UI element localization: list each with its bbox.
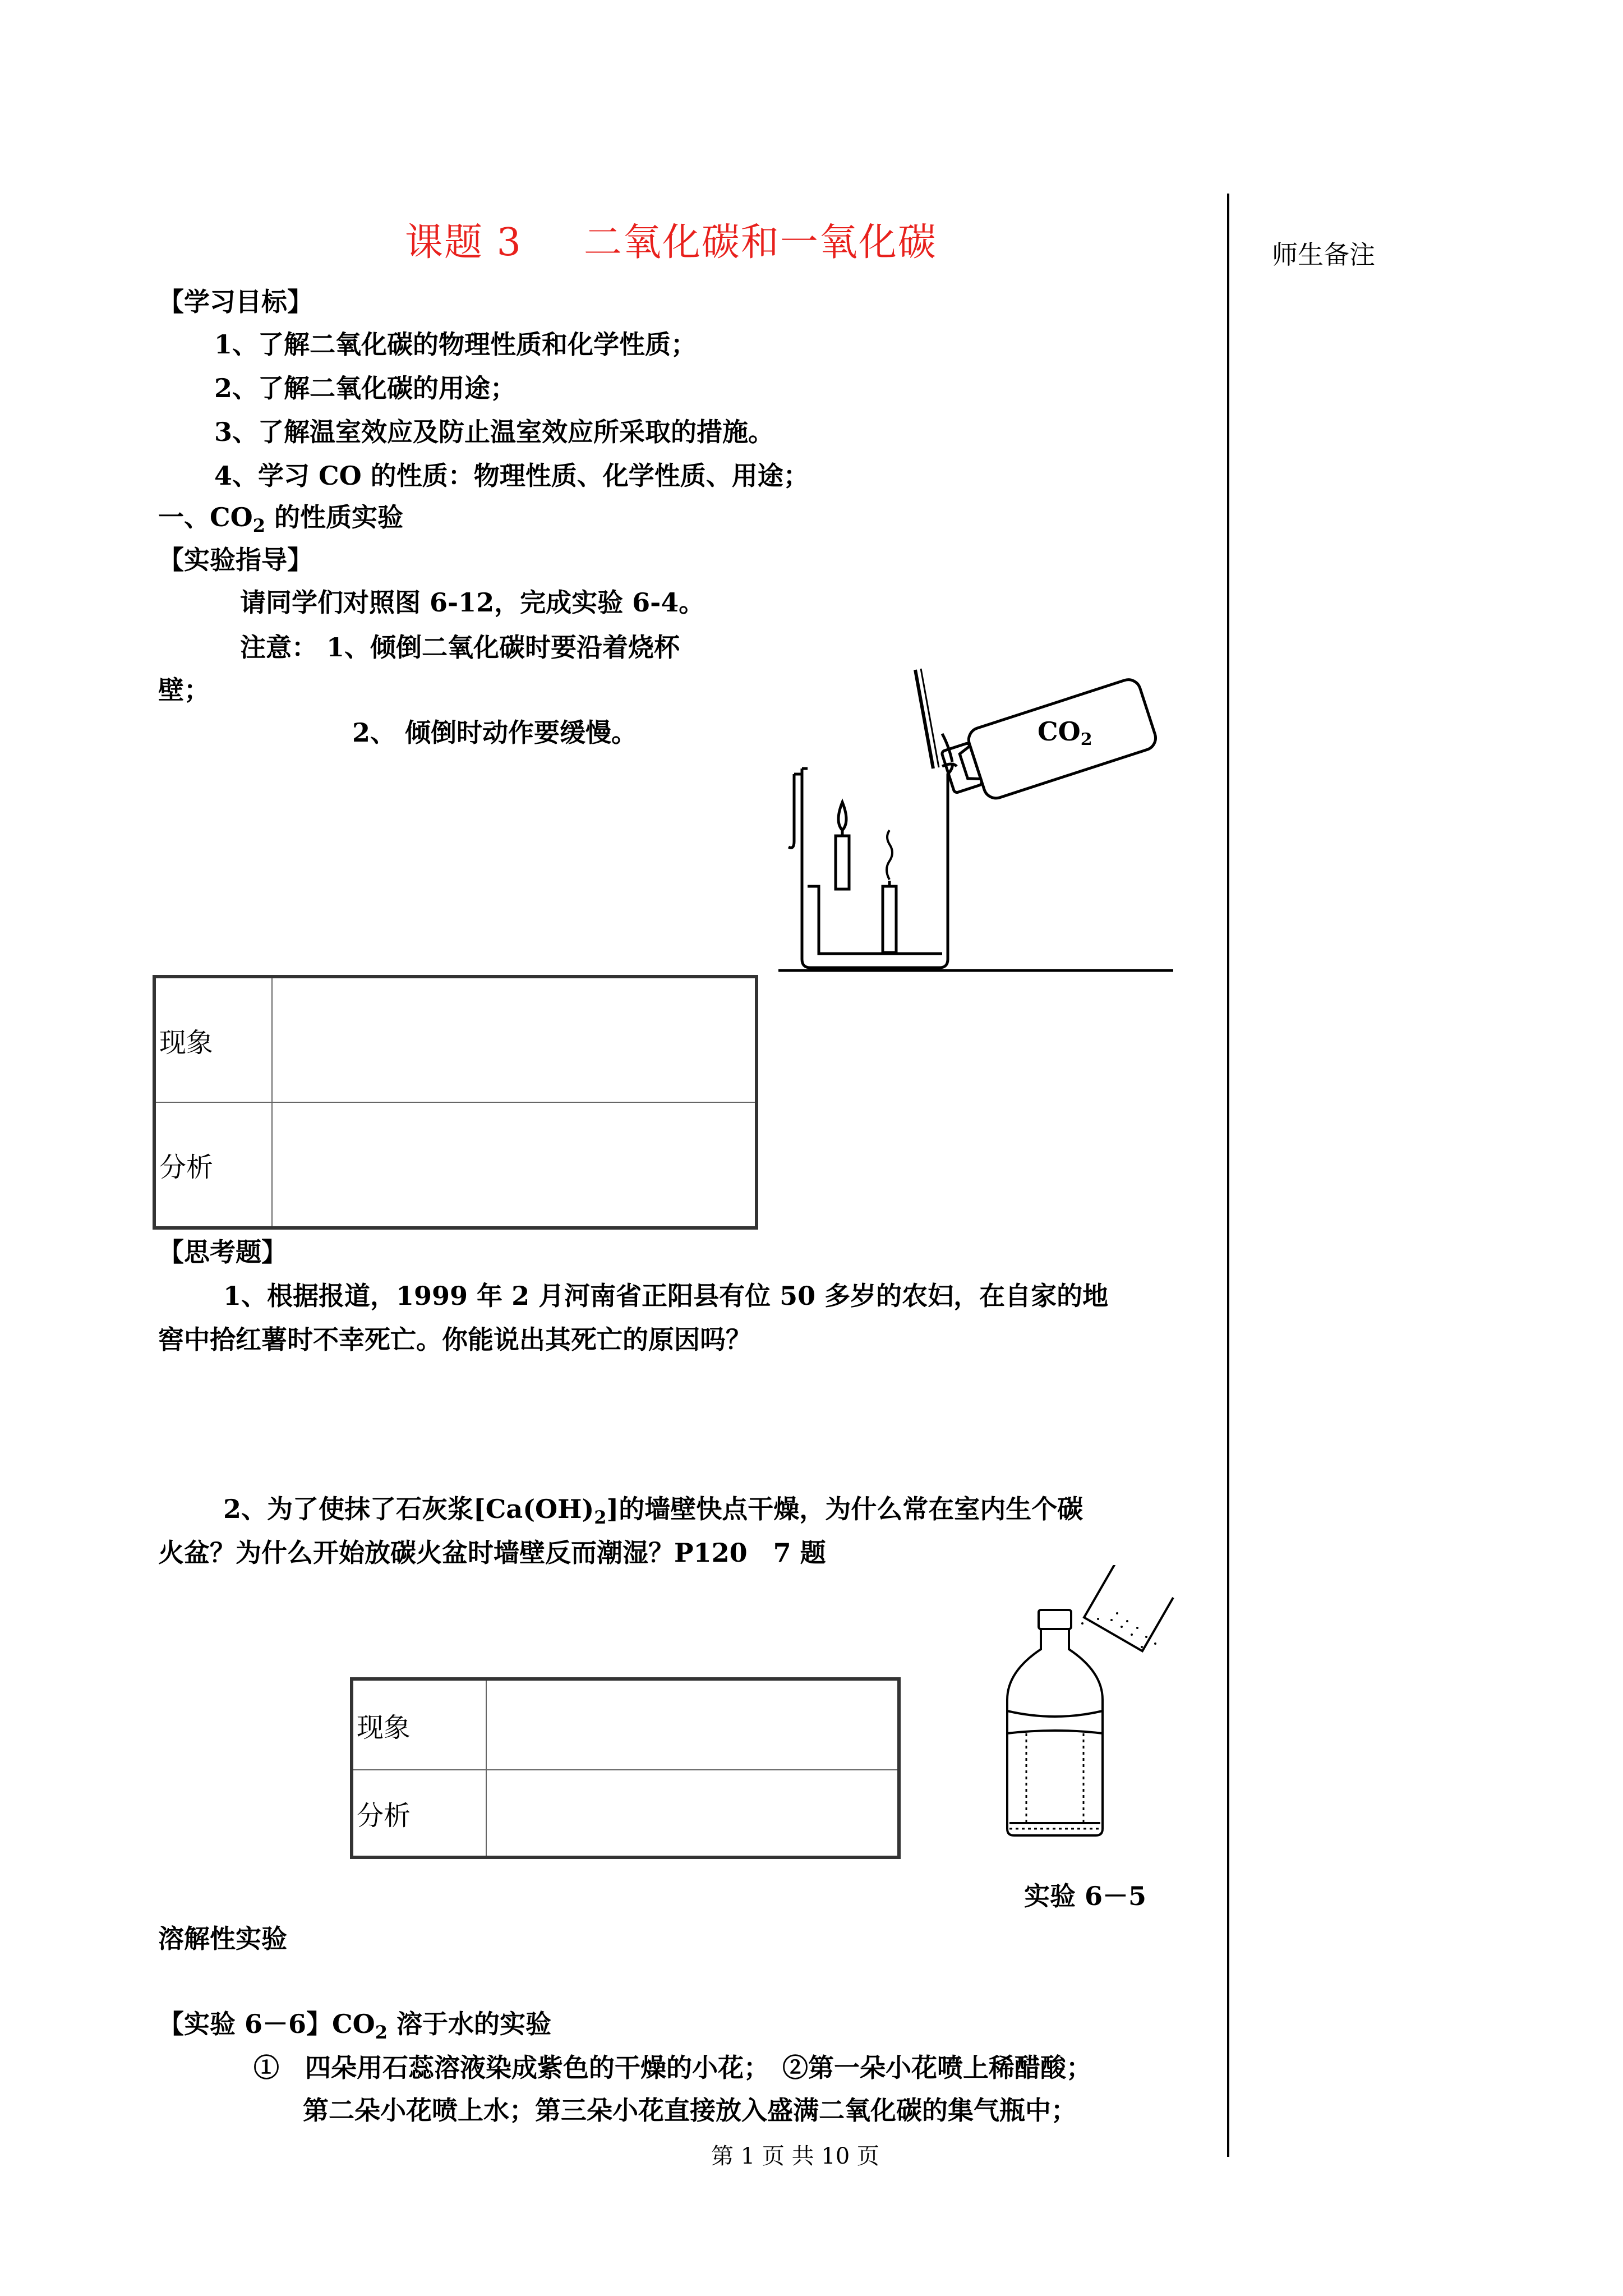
goal-item: 4、学习 CO 的性质：物理性质、化学性质、用途； — [214, 461, 809, 491]
guide-line: 2、 倾倒时动作要缓慢。 — [352, 717, 638, 748]
goal-item: 2、了解二氧化碳的用途； — [214, 373, 517, 403]
row-label-phenomenon: 现象 — [352, 1679, 486, 1770]
co2-pouring-figure — [774, 662, 1178, 976]
experiment-header: 【实验 6－6】$CO_2$ 溶于水的实验 — [158, 2009, 551, 2043]
question-1-line: 1、根据报道，1999 年 2 月河南省正阳县有位 50 多岁的农妇，在自家的地 — [223, 1281, 1109, 1311]
experiment-line: 第二朵小花喷上水；第三朵小花直接放入盛满二氧化碳的集气瓶中； — [303, 2095, 1077, 2125]
section-heading: 一、$CO_2$ 的性质实验 — [158, 502, 403, 536]
goals-header: 【学习目标】 — [158, 287, 313, 317]
think-header: 【思考题】 — [158, 1237, 287, 1267]
answer-cell[interactable] — [272, 1102, 757, 1228]
row-label-analysis: 分析 — [154, 1102, 272, 1228]
page-footer: 第 1 页 共 10 页 — [711, 2143, 879, 2169]
question-2-line: 火盆？为什么开始放碳火盆时墙壁反而潮湿？P120 7 题 — [158, 1538, 826, 1568]
answer-cell[interactable] — [486, 1770, 899, 1857]
question-1-line: 窖中拾红薯时不幸死亡。你能说出其死亡的原因吗？ — [158, 1324, 751, 1355]
title-prefix: 课题 3 — [405, 220, 522, 265]
row-label-analysis: 分析 — [352, 1770, 486, 1857]
guide-line: 请同学们对照图 6-12，完成实验 6-4。 — [240, 587, 705, 618]
guide-line: 壁； — [158, 675, 210, 705]
row-label-phenomenon: 现象 — [154, 977, 272, 1102]
goal-item: 1、了解二氧化碳的物理性质和化学性质； — [214, 329, 697, 360]
bottle-label: CO2 — [1038, 716, 1092, 749]
observation-table-2 — [350, 1677, 901, 1859]
margin-rule — [1227, 194, 1229, 2157]
guide-line: 注意： 1、倾倒二氧化碳时要沿着烧杯 — [240, 632, 680, 662]
guide-header: 【实验指导】 — [158, 545, 313, 575]
solubility-heading: 溶解性实验 — [158, 1924, 287, 1954]
experiment-line: ① 四朵用石蕊溶液染成紫色的干燥的小花； ②第一朵小花喷上稀醋酸； — [253, 2053, 1092, 2083]
question-2-line: 2、为了使抹了石灰浆$[Ca(OH)_2]$的墙壁快点干燥，为什么常在室内生个碳 — [223, 1494, 1083, 1528]
title-text: 二氧化碳和一氧化碳 — [583, 220, 937, 265]
side-note: 师生备注 — [1272, 240, 1375, 270]
page-title — [405, 212, 937, 266]
answer-cell[interactable] — [272, 977, 757, 1102]
goal-item: 3、了解温室效应及防止温室效应所采取的措施。 — [214, 417, 774, 447]
answer-cell[interactable] — [486, 1679, 899, 1770]
observation-table-1 — [153, 975, 758, 1230]
plastic-bottle-figure — [987, 1565, 1195, 1846]
figure-caption: 实验 6－5 — [1024, 1881, 1147, 1911]
